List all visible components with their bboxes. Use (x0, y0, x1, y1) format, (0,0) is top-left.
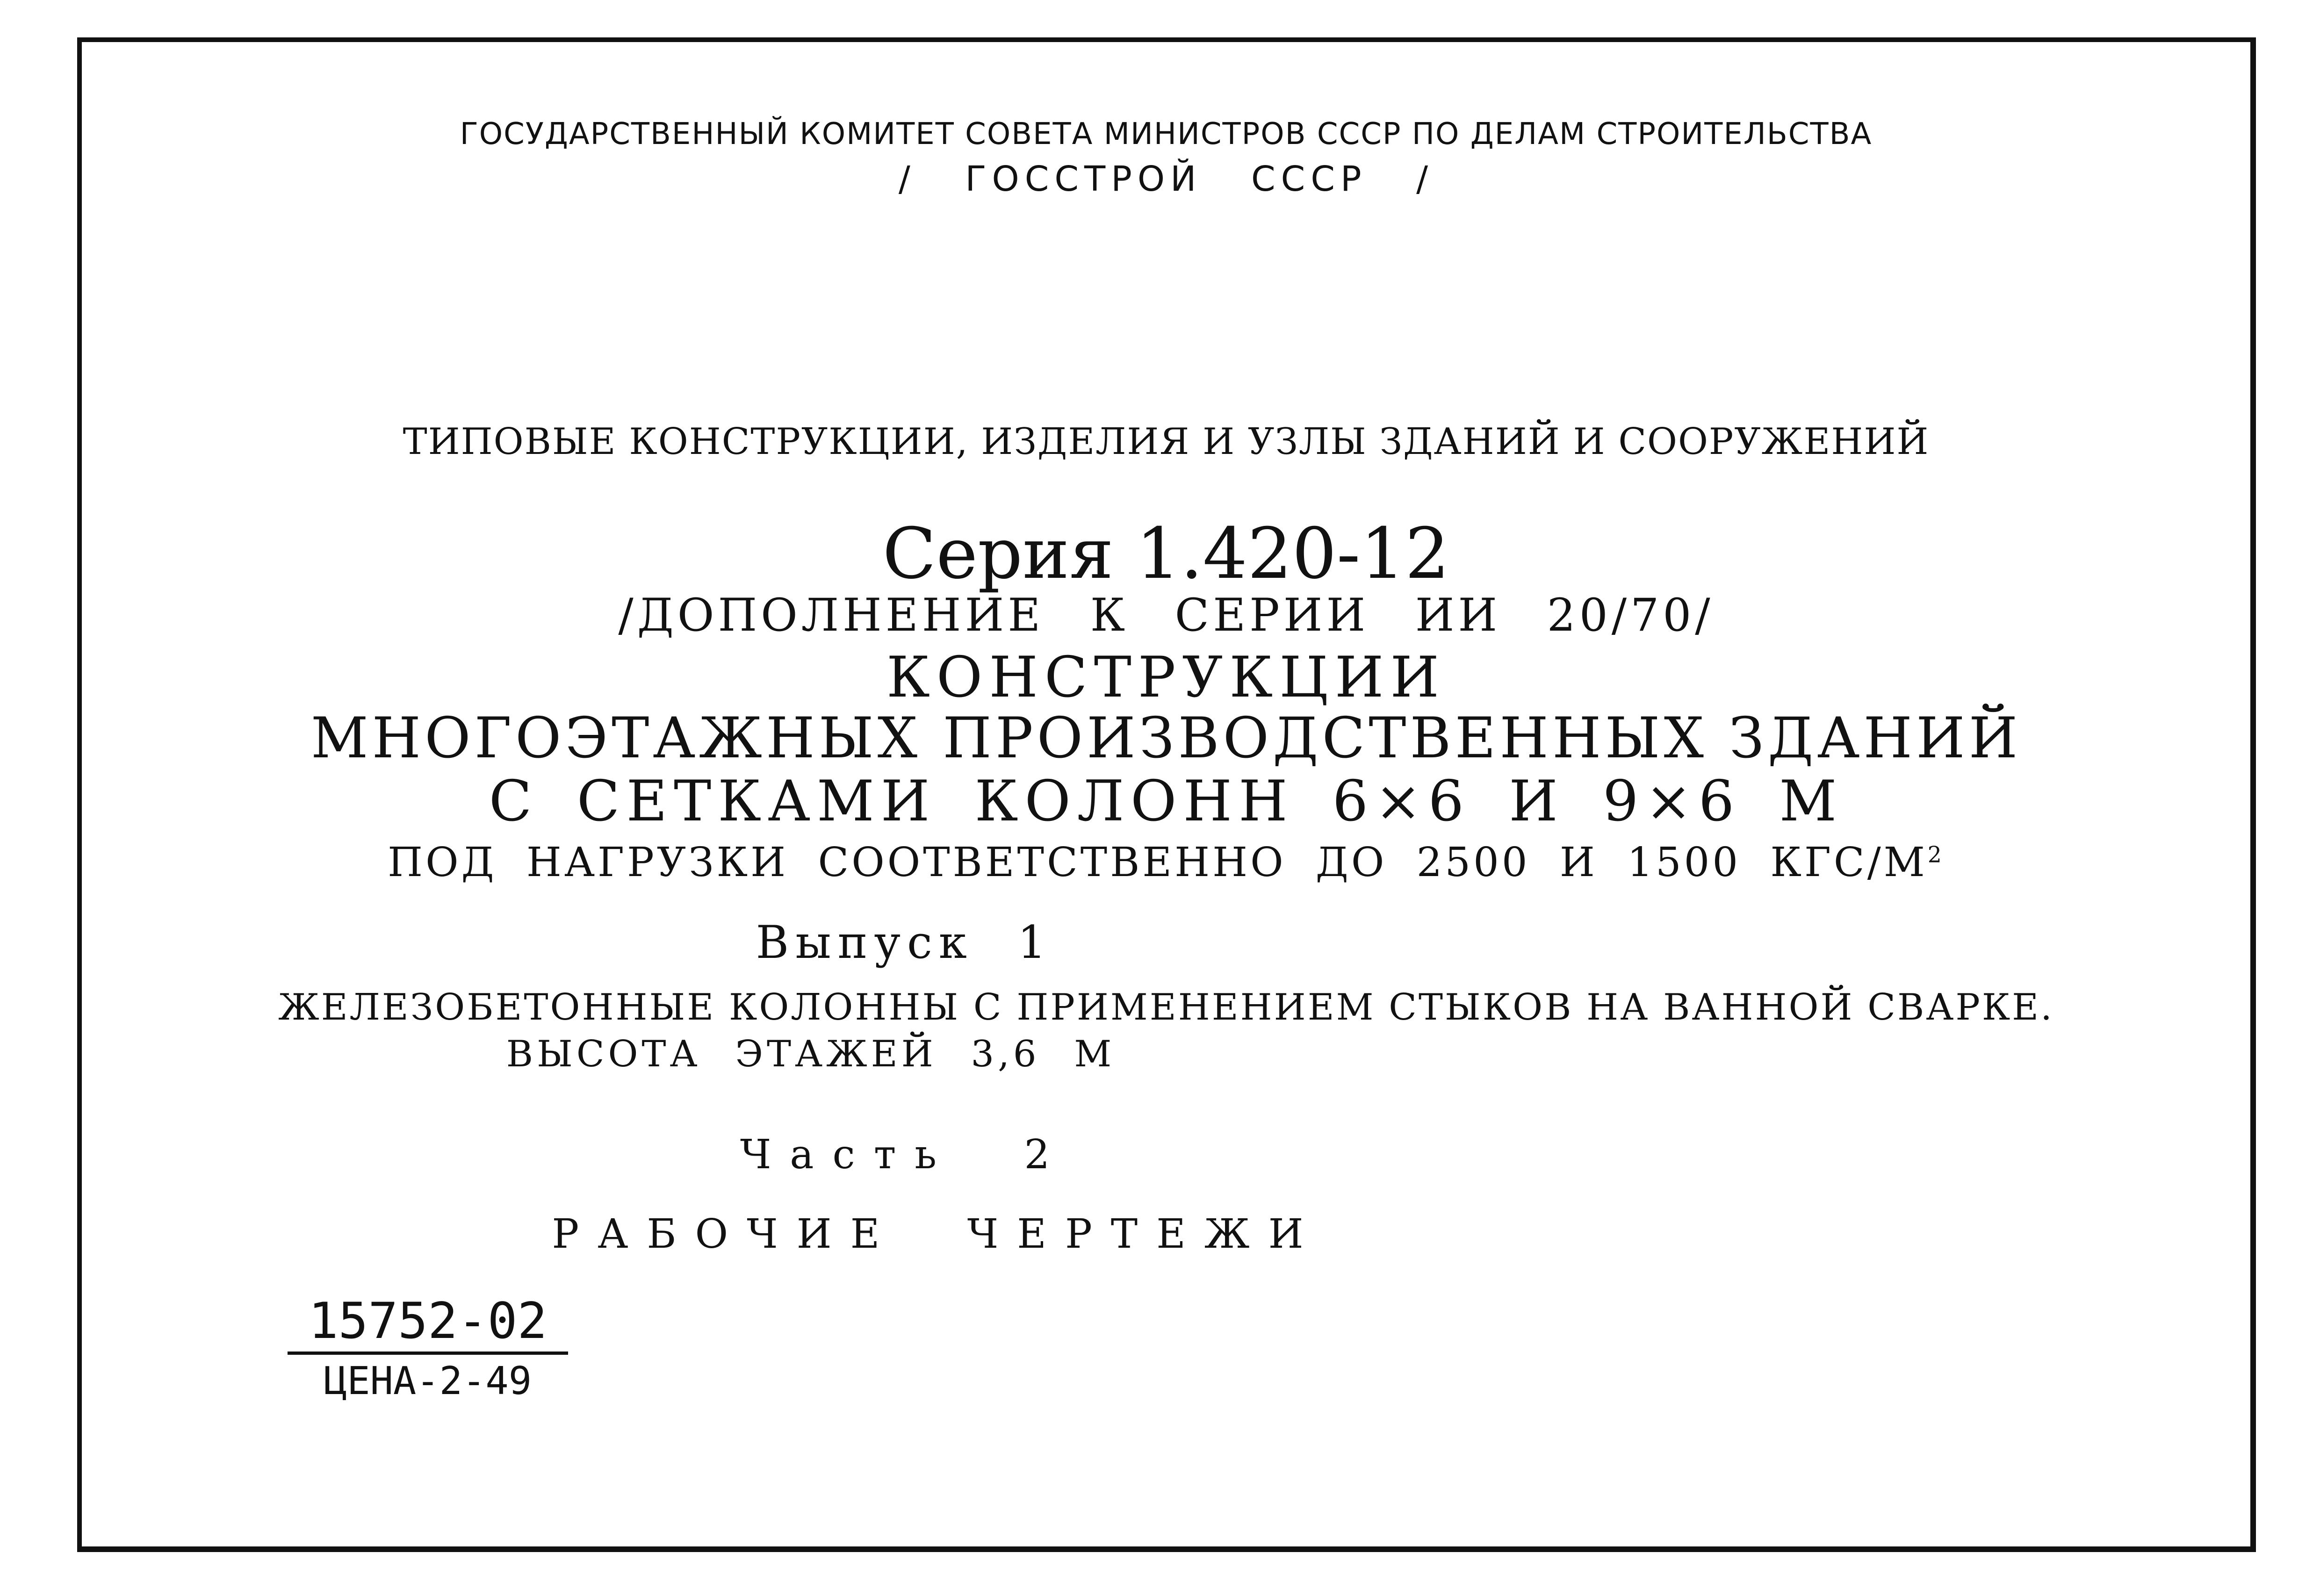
subject-line-2: С СЕТКАМИ КОЛОНН 6×6 И 9×6 М (489, 769, 1844, 834)
drawings-title: РАБОЧИЕ ЧЕРТЕЖИ (552, 1211, 1322, 1258)
load-superscript: 2 (1927, 842, 1945, 868)
load-line (82, 839, 2250, 886)
series-number: Серия 1.420-12 (882, 513, 1450, 595)
issue-description-2: ВЫСОТА ЭТАЖЕЙ 3,6 М (506, 1033, 1116, 1075)
series-supplement: /ДОПОЛНЕНИЕ К СЕРИИ ИИ 20/70/ (618, 589, 1714, 641)
agency-abbreviation: / ГОССТРОЙ СССР / (898, 159, 1434, 199)
load-text: ПОД НАГРУЗКИ СООТВЕТСТВЕННО ДО 2500 И 1500 КГС/М (388, 839, 1928, 886)
part-number: Часть 2 (740, 1131, 1069, 1178)
agency-name: ГОСУДАРСТВЕННЫЙ КОМИТЕТ СОВЕТА МИНИСТРОВ СССР ПО ДЕЛАМ СТРОИТЕЛЬСТВА (460, 117, 1873, 151)
document-sheet (77, 37, 2256, 1552)
document-heading: КОНСТРУКЦИИ (886, 645, 1446, 710)
subject-line-1: МНОГОЭТАЖНЫХ ПРОИЗВОДСТВЕННЫХ ЗДАНИЙ (310, 706, 2022, 771)
category-title: ТИПОВЫЕ КОНСТРУКЦИИ, ИЗДЕЛИЯ И УЗЛЫ ЗДАНИЙ И СООРУЖЕНИЙ (403, 421, 1930, 463)
issue-number: Выпуск 1 (756, 916, 1053, 969)
issue-description-1: ЖЕЛЕЗОБЕТОННЫЕ КОЛОННЫ С ПРИМЕНЕНИЕМ СТЫКОВ НА ВАННОЙ СВАРКЕ. (278, 986, 2054, 1028)
catalog-code: 15752-02 (288, 1295, 568, 1355)
catalog-stamp (288, 1292, 568, 1405)
price-label: ЦЕНА-2-49 (324, 1359, 532, 1404)
